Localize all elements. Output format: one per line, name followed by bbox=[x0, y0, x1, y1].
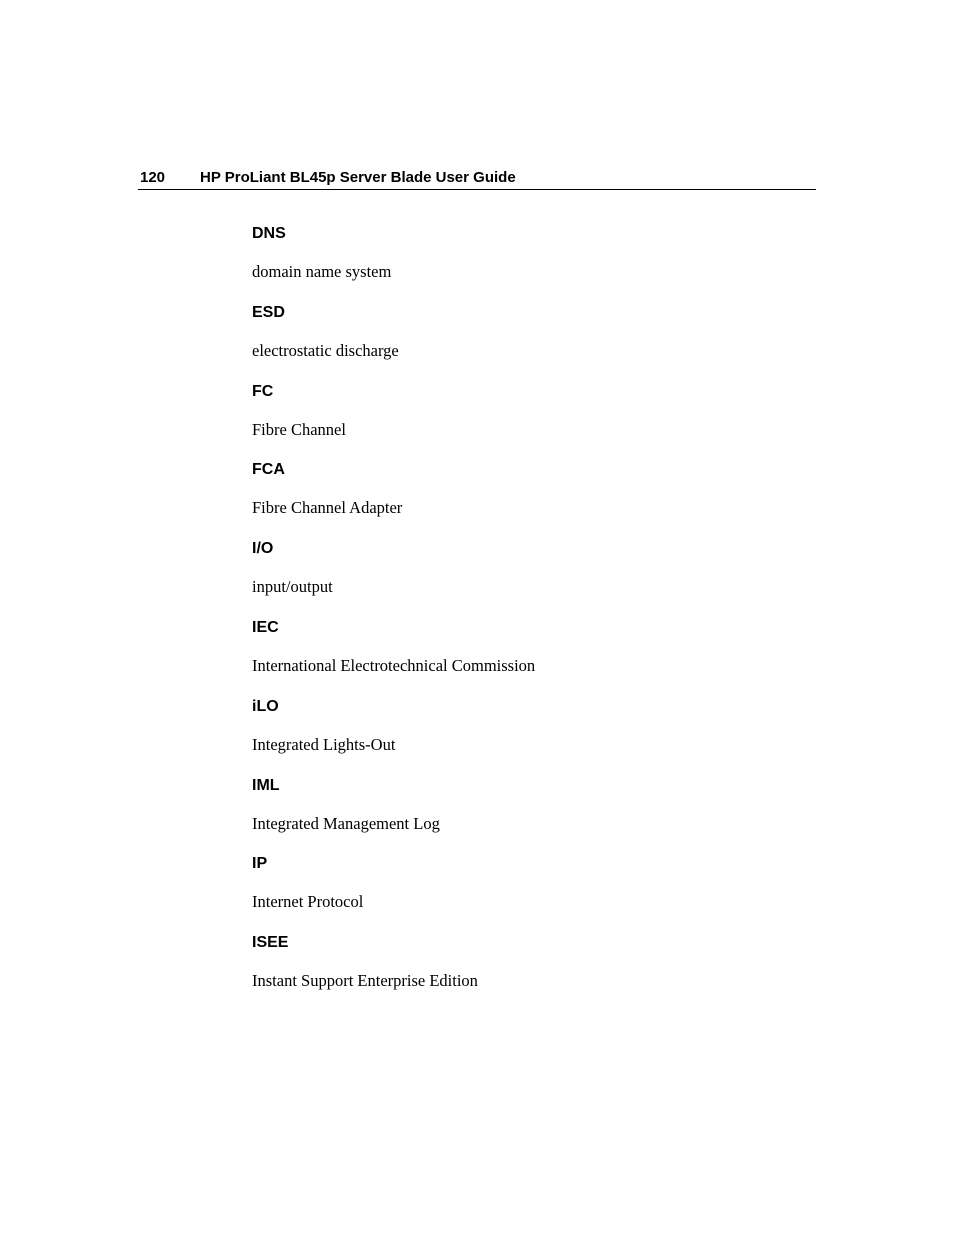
book-title: HP ProLiant BL45p Server Blade User Guide bbox=[200, 169, 516, 186]
glossary-entry-fca bbox=[252, 458, 812, 537]
glossary-definition: Instant Support Enterprise Edition bbox=[252, 971, 478, 991]
glossary-entry-ip bbox=[252, 852, 812, 931]
glossary-term: DNS bbox=[252, 225, 286, 242]
glossary-entry-ilo bbox=[252, 695, 812, 774]
glossary-term: FC bbox=[252, 382, 274, 400]
glossary-definition: input/output bbox=[252, 577, 333, 597]
glossary-definition: International Electrotechnical Commission bbox=[252, 655, 536, 675]
glossary-definition: Fibre Channel Adapter bbox=[252, 498, 403, 518]
glossary-definition: Internet Protocol bbox=[252, 892, 364, 912]
glossary-entry-io bbox=[252, 537, 812, 616]
page-number: 120 bbox=[140, 169, 166, 186]
glossary-entry-iml bbox=[252, 774, 812, 853]
glossary-term: IML bbox=[252, 776, 280, 794]
glossary-list bbox=[252, 222, 812, 1010]
glossary-entry-esd bbox=[252, 301, 812, 380]
glossary-term: ESD bbox=[252, 303, 285, 321]
glossary-definition: Integrated Management Log bbox=[252, 813, 440, 833]
glossary-term: I/O bbox=[252, 540, 274, 558]
glossary-term: IEC bbox=[252, 618, 279, 636]
glossary-entry-isee bbox=[252, 931, 812, 1010]
glossary-term: ISEE bbox=[252, 934, 289, 952]
glossary-entry-iec bbox=[252, 616, 812, 695]
glossary-definition: Integrated Lights-Out bbox=[252, 734, 396, 754]
glossary-term: FCA bbox=[252, 461, 285, 479]
glossary-definition: Fibre Channel bbox=[252, 419, 346, 439]
page-header bbox=[138, 166, 816, 190]
glossary-entry-fc bbox=[252, 380, 812, 459]
glossary-term: iLO bbox=[252, 697, 279, 715]
glossary-definition: domain name system bbox=[252, 262, 392, 281]
glossary-term: IP bbox=[252, 855, 268, 873]
glossary-entry-dns bbox=[252, 222, 812, 301]
glossary-definition: electrostatic discharge bbox=[252, 340, 399, 360]
